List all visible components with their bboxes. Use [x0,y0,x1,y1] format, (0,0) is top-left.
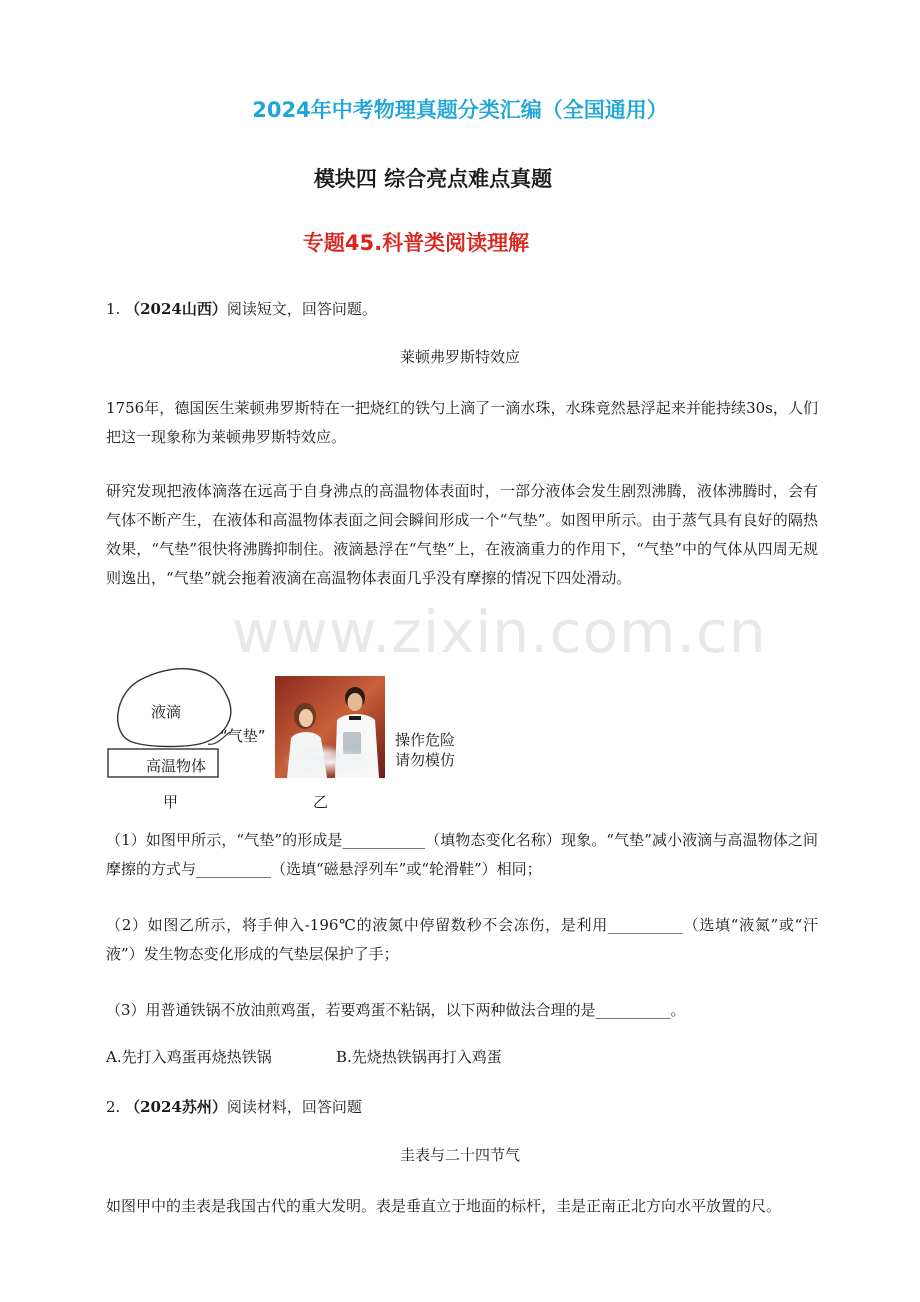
cushion-label: “气垫” [220,727,266,745]
q1-subquestion-3: （3）用普通铁锅不放油煎鸡蛋，若要鸡蛋不粘锅，以下两种做法合理的是__________。 [106,1001,686,1019]
topic-title: 专题45.科普类阅读理解 [302,231,530,255]
warning-line-2: 请勿模仿 [395,751,456,769]
watermark-text: www.zixin.com.cn [232,598,767,666]
q1-option-b: B.先烧热铁锅再打入鸡蛋 [336,1048,502,1066]
warning-line-1: 操作危险 [395,731,456,749]
q1-number: 1. [106,300,121,318]
q1-paragraph-1: 1756年，德国医生莱顿弗罗斯特在一把烧红的铁勺上滴了一滴水珠，水珠竟然悬浮起来并能持续30s，人们把这一现象称为莱顿弗罗斯特效应。 [106,399,818,446]
q1-instruction: 阅读短文，回答问题。 [226,300,377,318]
q2-source: （2024苏州） [125,1098,227,1116]
q2-paragraph-1: 如图甲中的圭表是我国古代的重大发明。表是垂直立于地面的标杆，圭是正南正北方向水平放置的尺。 [106,1197,782,1215]
q1-subquestion-1: （1）如图甲所示，“气垫”的形成是___________（填物态变化名称）现象。“气垫”减小液滴与高温物体之间摩擦的方式与__________（选填“磁悬浮列车”或“轮滑鞋”）相同； [106,831,818,878]
q2-article-title: 圭表与二十四节气 [399,1146,520,1164]
figure-b-caption: 乙 [313,793,329,811]
q1-source: （2024山西） [125,300,227,318]
q1-paragraph-2: 研究发现把液体滴落在远高于自身沸点的高温物体表面时，一部分液体会发生剧烈沸腾，液体沸腾时，会有气体不断产生，在液体和高温物体表面之间会瞬间形成一个“气垫”。如图甲所示。由于蒸气具有良好的隔热效果，“气垫”很快将沸腾抑制住。液滴悬浮在“气垫”上，在液滴重力的作用下，“气垫”中的气体从四周无规则逸出，“气垫”就会拖着液滴在高温物体表面几乎没有摩擦的情况下四处滑动。 [106,482,818,587]
q1-option-a: A.先打入鸡蛋再烧热铁锅 [106,1048,272,1066]
droplet-label: 液滴 [151,703,182,721]
q1-article-title: 莱顿弗罗斯特效应 [399,348,520,366]
liquid-nitrogen-photo-illustration [275,676,385,778]
main-title: 2024年中考物理真题分类汇编（全国通用） [252,98,668,122]
module-title: 模块四 综合亮点难点真题 [313,167,553,191]
q1-heading [106,298,377,319]
hot-object-label: 高温物体 [146,757,207,775]
q1-subquestion-2: （2）如图乙所示，将手伸入-196℃的液氮中停留数秒不会冻伤，是利用__________（选填“液氮”或“汗液”）发生物态变化形成的气垫层保护了手； [106,916,818,963]
figure-a-caption: 甲 [163,793,179,811]
q2-number: 2. [106,1098,121,1116]
q2-heading [106,1096,362,1117]
figure-b-photo [275,676,385,778]
q2-instruction: 阅读材料，回答问题 [226,1098,362,1116]
